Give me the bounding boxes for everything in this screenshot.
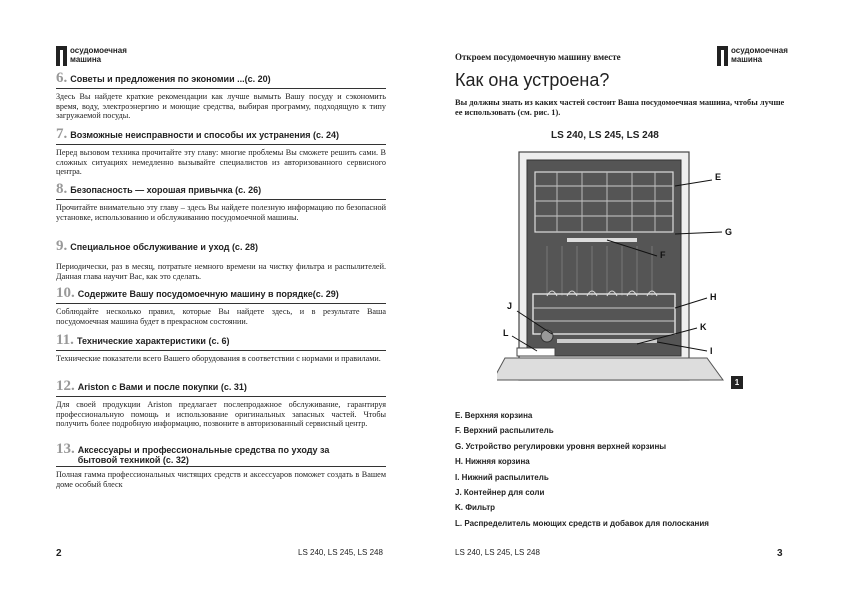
section-number: 11. [56,332,74,348]
detergent-dispenser [517,348,555,356]
section-title: Аксессуары и профессиональные средства по уходу за бытовой техникой (с. 32) [77,445,330,465]
section-13 [56,441,386,489]
section-body: Периодически, раз в месяц, потратьте немного времени на чистку фильтра и распылителей. Данная глава научит Вас, как это сделать. [56,262,386,281]
legend-item: E. Верхняя корзина [455,411,533,420]
label-h: H [710,292,717,302]
header-text: Откроем посудомоечную машину вместе [455,52,621,62]
section-number: 8. [56,181,68,197]
model-list: LS 240, LS 245, LS 248 [551,130,659,141]
section-title: Специальное обслуживание и уход (с. 28) [70,242,258,252]
section-body: Полная гамма профессиональных чистящих средств и аксессуаров поможет создать в Вашем доме особый блеск [56,470,386,489]
left-page [56,0,386,595]
left-page-number: 2 [56,548,62,559]
section-body: Для своей продукции Ariston предлагает послепродажное обслуживание, гарантируя профессиональную помощь и использование оригинальных запасных частей. Чтобы получить более подробную информацию, позвоните в авторизованный сервисный центр. [56,400,386,429]
figure-number-badge: 1 [731,376,743,389]
section-body: Перед вызовом техника прочитайте эту главу: многие проблемы Вы сможете решить сами. В сложных ситуациях немедленно вызывайте специалистов из авторизованного сервисного центра. [56,148,386,177]
section-number: 6. [56,70,68,86]
parts-legend [455,408,709,531]
section-title: Ariston с Вами и после покупки (с. 31) [77,382,247,392]
legend-item: H. Нижняя корзина [455,457,530,467]
section-body: Соблюдайте несколько правил, которые Вы найдете здесь, и в результате Ваша посудомоечная машина будет в прекрасном состоянии. [56,307,386,326]
section-6 [56,70,386,121]
right-page [455,0,788,595]
section-number: 9. [56,238,68,254]
section-title: Советы и предложения по экономии ...(с. 20) [70,74,271,84]
section-body: Здесь Вы найдете краткие рекомендации как лучше вымыть Вашу посуду и сэкономить время, воду, электроэнергию и моющие средства, выбирая программу, подходящую к типу загружаемой посуды. [56,92,386,121]
legend-item: J. Контейнер для соли [455,487,545,497]
page-subtitle: Вы должны знать из каких частей состоит Ваша посудомоечная машина, чтобы лучше ее использовать (см. рис. 1). [455,98,785,117]
label-e: E [715,172,722,182]
door [497,358,723,380]
section-7 [56,126,386,177]
logo-text: осудомоечная машина [70,46,127,64]
upper-spray-arm [567,238,637,242]
right-footer-model: LS 240, LS 245, LS 248 [455,548,540,557]
section-9 [56,238,386,281]
dishwasher-diagram [497,146,752,386]
legend-item: L. Распределитель моющих средств и добавок для полоскания [455,518,709,528]
section-12 [56,378,386,429]
section-10 [56,285,386,326]
section-body: Технические показатели всего Вашего оборудования в соответствии с нормами и правилами. [56,354,381,363]
section-number: 12. [56,378,75,394]
section-number: 10. [56,285,75,301]
section-title: Содержите Вашу посудомоечную машину в порядке(с. 29) [77,289,339,299]
page-title: Как она устроена? [455,70,610,90]
legend-item: F. Верхний распылитель [455,426,554,436]
label-i: I [710,346,713,356]
section-body: Прочитайте внимательно эту главу – здесь Вы найдете полезную информацию по безопасной установке, использованию и обслуживанию посудомоечной машины. [56,203,386,222]
left-footer-model: LS 240, LS 245, LS 248 [298,548,383,557]
label-g: G [725,227,733,237]
section-8 [56,181,386,222]
label-k: K [700,322,707,332]
label-l: L [503,328,509,338]
section-number: 13. [56,441,75,457]
left-logo [56,46,130,66]
legend-item: I. Нижний распылитель [455,472,549,482]
legend-item: G. Устройство регулировки уровня верхней корзины [455,441,667,451]
section-title: Безопасность — хорошая привычка (с. 26) [70,185,262,195]
right-logo [717,46,791,66]
label-j: J [507,301,513,311]
brand-mark-icon [717,46,728,66]
section-title: Технические характеристики (с. 6) [76,336,230,346]
section-11 [56,332,386,364]
salt-container [541,330,553,342]
logo-text: осудомоечная машина [731,46,788,64]
right-page-number: 3 [777,548,783,559]
interior [527,160,681,356]
legend-item: K. Фильтр [455,503,496,513]
section-number: 7. [56,126,68,142]
section-title: Возможные неисправности и способы их устранения (с. 24) [70,130,340,140]
brand-mark-icon [56,46,67,66]
label-f: F [660,250,666,260]
